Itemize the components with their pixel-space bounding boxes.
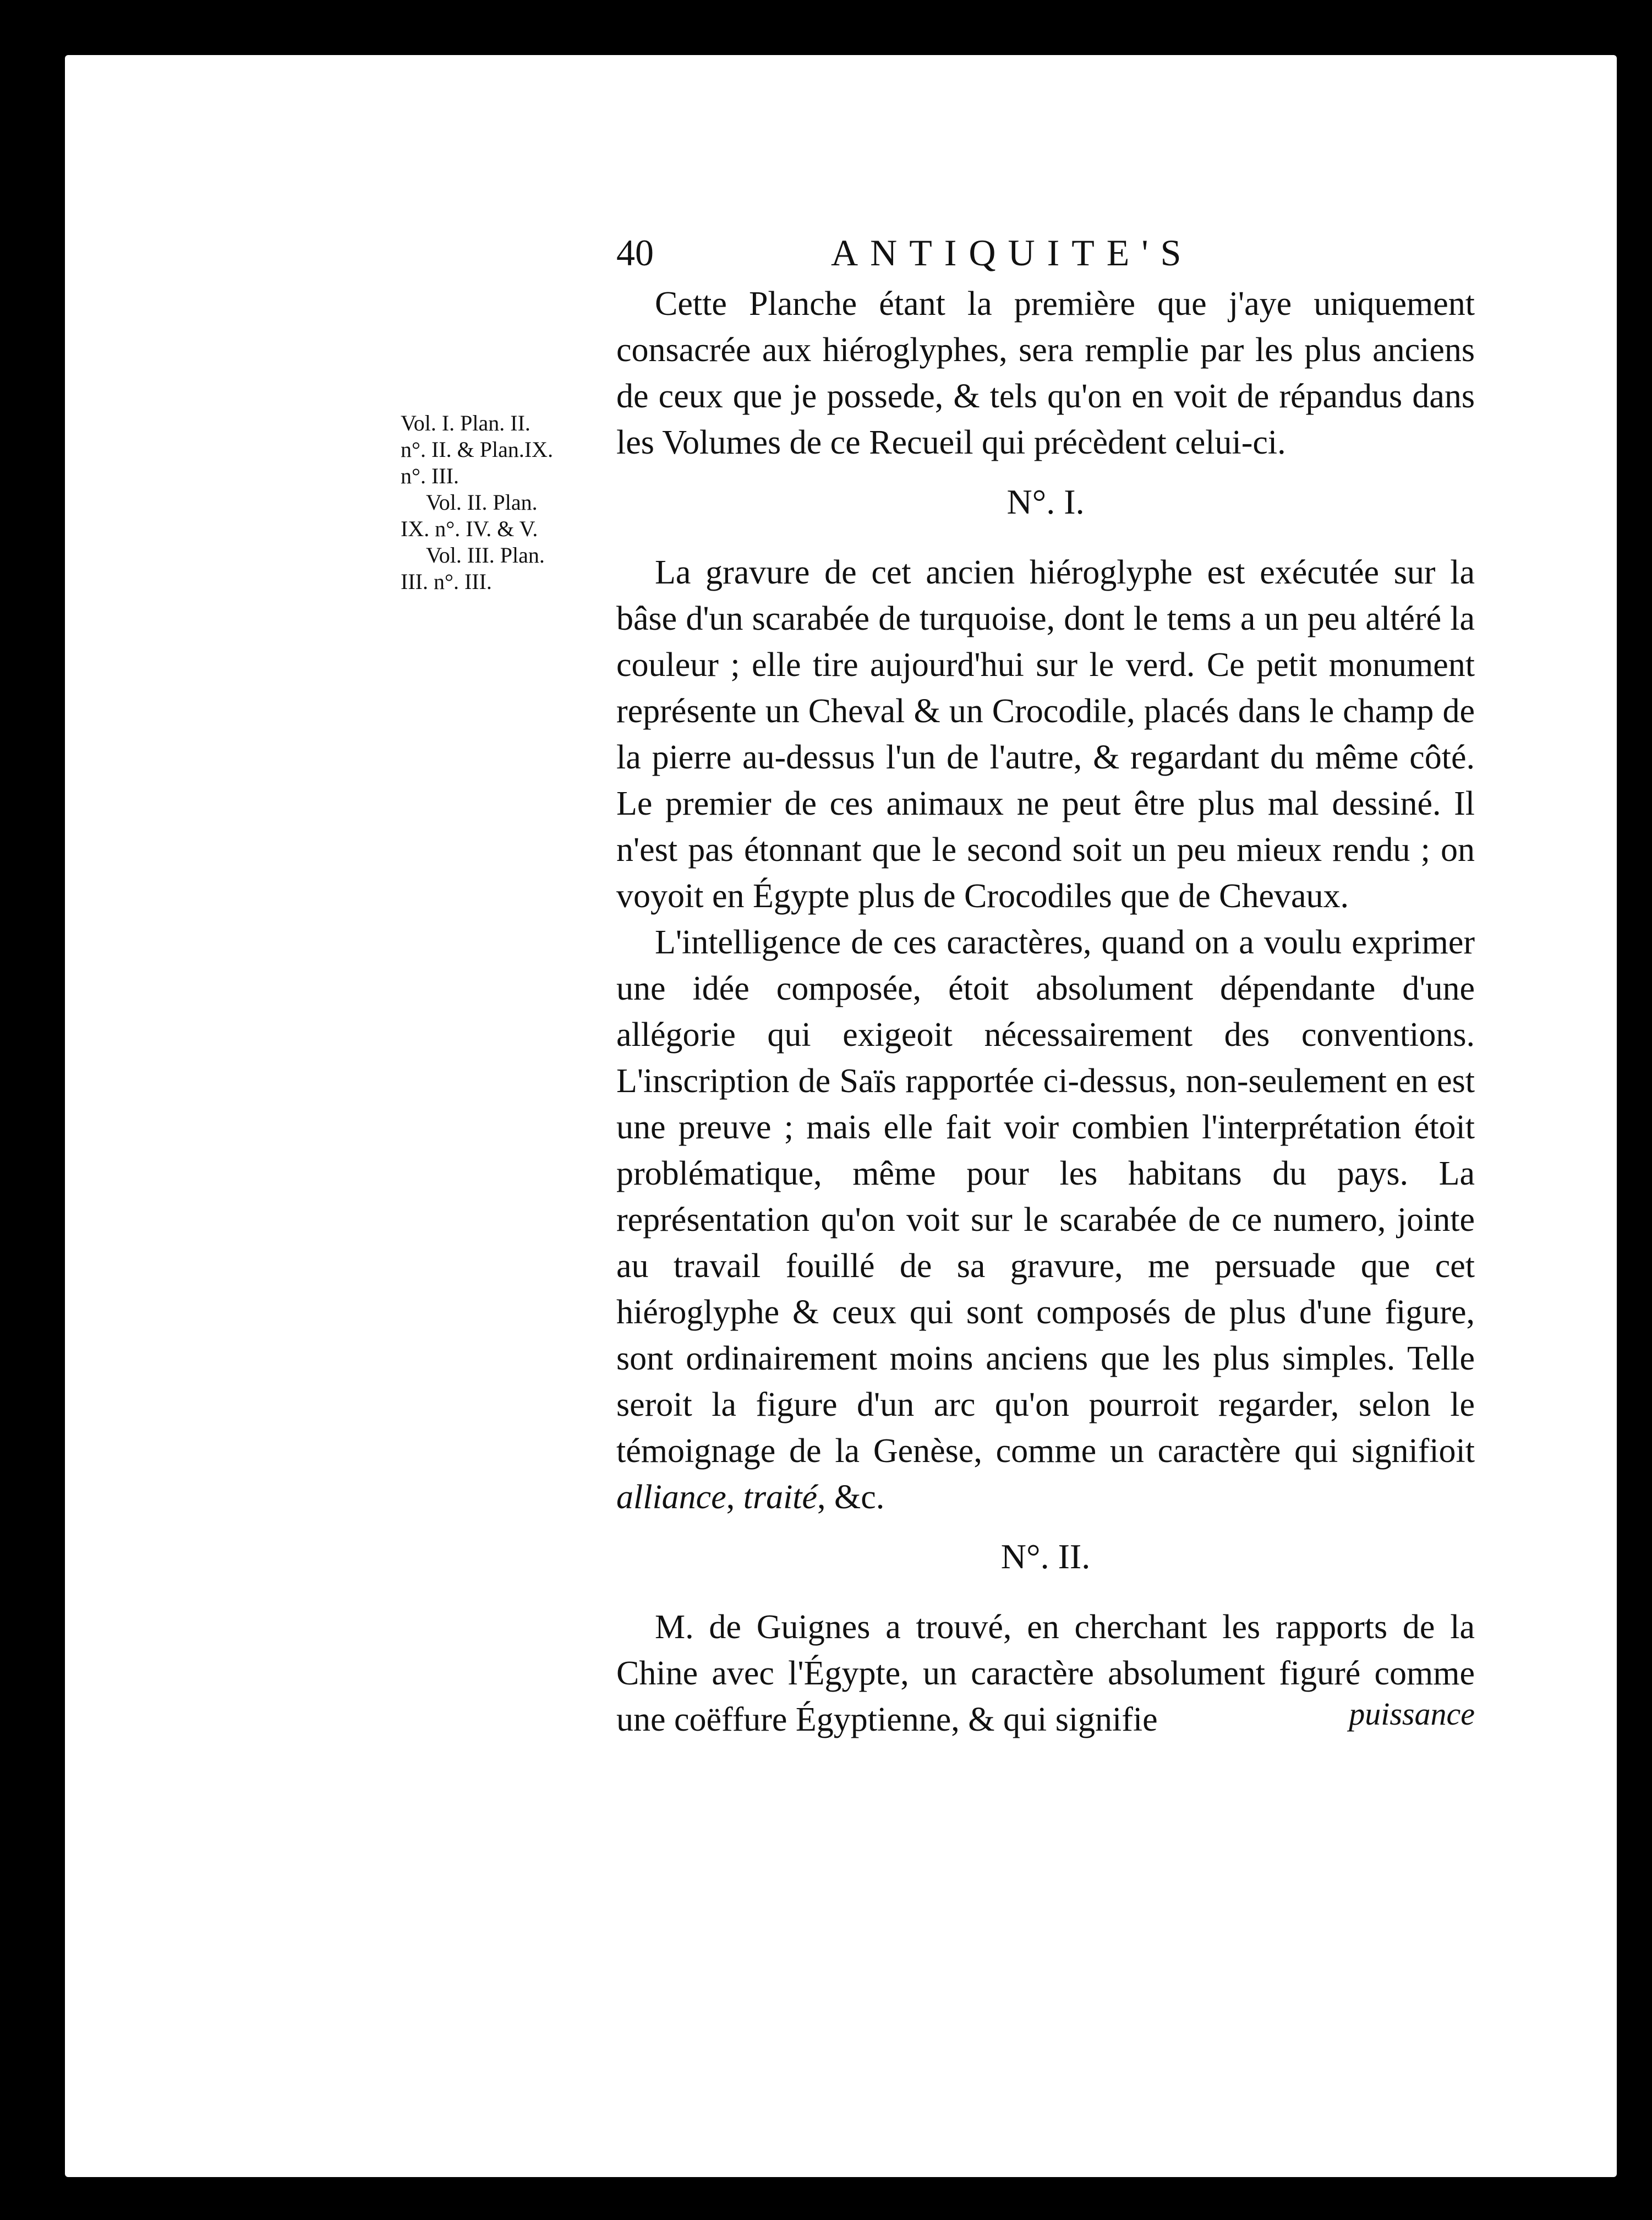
- margin-note-line: Vol. I. Plan. II.: [401, 411, 530, 435]
- margin-note-line: n°. III.: [401, 463, 459, 488]
- margin-note-line: n°. II. & Plan.IX.: [401, 437, 554, 462]
- paragraph-end: , &c.: [817, 1479, 885, 1516]
- catchword: puissance: [1349, 1696, 1475, 1732]
- margin-note-line: Vol. II. Plan.: [426, 490, 538, 515]
- intro-paragraph: Cette Planche étant la première que j'aye uniquement consacrée aux hiéroglyphes, sera remplie par les plus anciens de ceux que je possede, & tels qu'on en voit de répandus dans les Volumes de ce Recueil qui précèdent celui-ci.: [616, 285, 1475, 461]
- section-heading-2: N°. II.: [1000, 1537, 1091, 1576]
- margin-notes: [401, 410, 615, 595]
- section-heading-1: N°. I.: [1006, 482, 1085, 521]
- scan-border: [0, 0, 65, 2220]
- page-number: 40: [616, 232, 654, 274]
- paragraph-text: L'intelligence de ces caractères, quand on a voulu exprimer une idée composée, étoit absolument dépendante d'une allégorie qui exigeoit nécessairement des conventions. L'inscription de Saïs rapportée ci-dessus, non-seulement en est une preuve ; mais elle fait voir combien l'interprétation étoit problématique, même pour les habitans du pays. La représentation qu'on voit sur le scarabée de ce numero, jointe au travail fouillé de sa gravure, me persuade que cet hiéroglyphe & ceux qui sont composés de plus d'une figure, sont ordinairement moins anciens que les plus simples. Telle seroit la figure d'un arc qu'on pourroit regarder, selon le témoignage de la Genèse, comme un caractère qui signifioit: [616, 924, 1475, 1470]
- margin-note-line: Vol. III. Plan.: [426, 543, 545, 568]
- paragraph: [616, 919, 1475, 1520]
- italic-word: traité: [743, 1479, 818, 1516]
- paragraph: M. de Guignes a trouvé, en cherchant les rapports de la Chine avec l'Égypte, un caractère absolument figuré comme une coëffure Égyptienne, & qui signifie: [616, 1608, 1475, 1738]
- punctuation: ,: [726, 1479, 743, 1516]
- margin-note-line: III. n°. III.: [401, 569, 492, 594]
- margin-note-line: IX. n°. IV. & V.: [401, 516, 538, 541]
- paragraph: La gravure de cet ancien hiéroglyphe est exécutée sur la bâse d'un scarabée de turquoise, dont le tems a un peu altéré la couleur ; elle tire aujourd'hui sur le verd. Ce petit monument représente un Cheval & un Crocodile, placés dans le champ de la pierre au-dessus l'un de l'autre, & regardant du même côté. Le premier de ces animaux ne peut être plus mal dessiné. Il n'est pas étonnant que le second soit un peu mieux rendu ; on voyoit en Égypte plus de Crocodiles que de Chevaux.: [616, 554, 1475, 915]
- running-title: ANTIQUITE'S: [831, 232, 1194, 274]
- italic-word: alliance: [616, 1479, 726, 1516]
- main-text: [616, 281, 1475, 1743]
- page-header: [616, 231, 1475, 281]
